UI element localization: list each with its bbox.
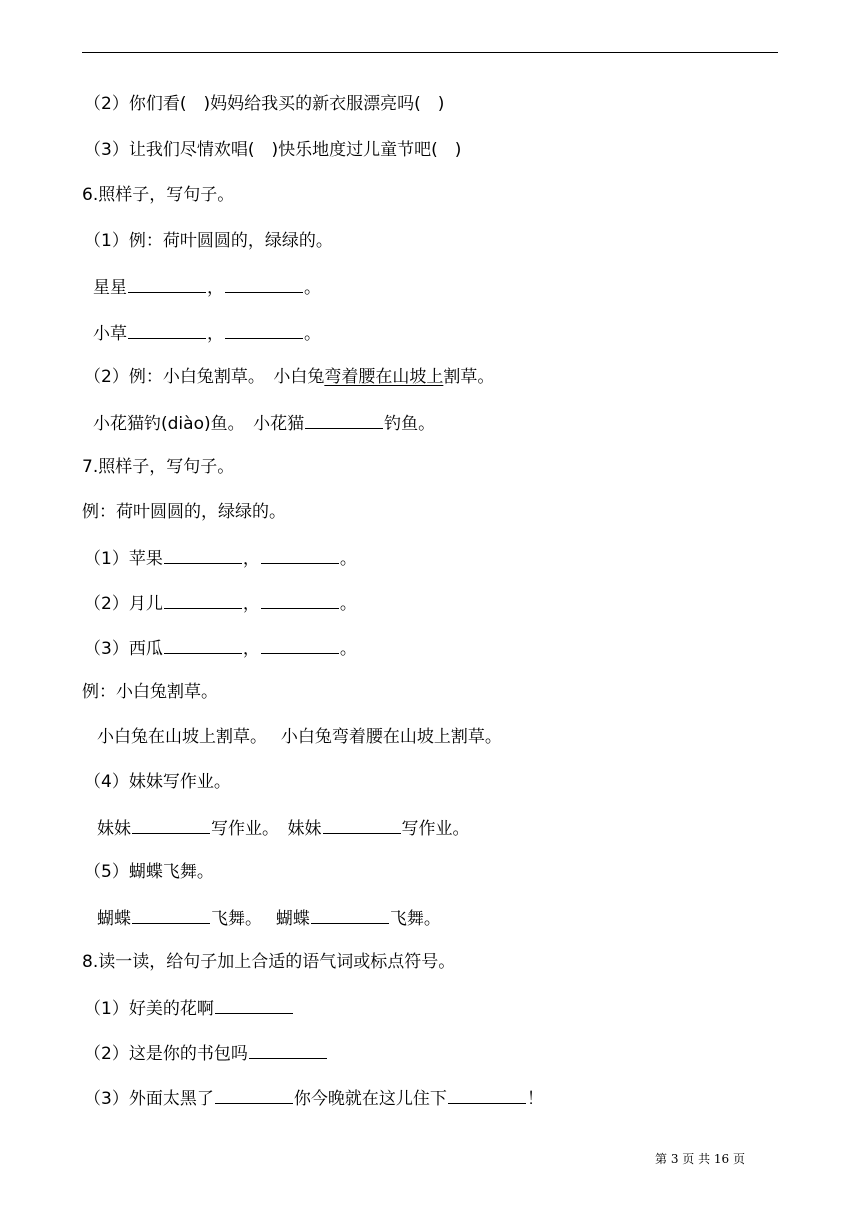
q7-item-4 — [84, 771, 231, 793]
q6-item-1-example — [84, 230, 333, 252]
q6-item-1-stars — [93, 275, 321, 299]
fill-blank[interactable] — [261, 591, 339, 609]
fill-blank[interactable] — [215, 996, 293, 1014]
q8-item-3 — [84, 1086, 544, 1110]
q5-item-2-text: （2）你们看( )妈妈给我买的新衣服漂亮吗( ) — [84, 94, 445, 114]
fill-blank[interactable] — [225, 275, 303, 293]
period: 。 — [304, 324, 321, 344]
q8-item-2-text: （2）这是你的书包吗 — [84, 1044, 248, 1064]
q7-example-1 — [82, 501, 286, 523]
sister-label: 妹妹 — [97, 819, 131, 839]
fill-blank[interactable] — [164, 591, 242, 609]
fill-blank[interactable] — [215, 1086, 293, 1104]
q7-heading-text: 7.照样子，写句子。 — [82, 457, 235, 477]
page-number: 第 3 页 共 16 页 — [655, 1152, 745, 1166]
fill-blank[interactable] — [164, 546, 242, 564]
cat-end: 钓鱼。 — [384, 414, 436, 434]
fill-blank[interactable] — [448, 1086, 526, 1104]
fill-blank[interactable] — [311, 906, 389, 924]
q6-item-1-grass — [93, 321, 321, 345]
cat-text: 小花猫钓(diào)鱼。 小花猫 — [93, 414, 305, 434]
q7-item-2 — [84, 591, 357, 615]
moon-label: （2）月儿 — [84, 594, 163, 614]
fill-blank[interactable] — [128, 321, 206, 339]
comma: ， — [207, 278, 224, 298]
q8-item-3-mid: 你今晚就在这儿住下 — [293, 1089, 447, 1109]
q8-item-3-text: （3）外面太黑了 — [84, 1089, 214, 1109]
butterfly-label: 蝴蝶 — [97, 909, 131, 929]
fill-blank[interactable] — [305, 411, 383, 429]
fill-blank[interactable] — [249, 1041, 327, 1059]
q7-item-4-blanks — [97, 816, 470, 840]
fill-blank[interactable] — [225, 321, 303, 339]
fill-blank[interactable] — [132, 906, 210, 924]
q7-example-2-text: 例：小白兔割草。 — [82, 682, 218, 702]
q5-item-3-text: （3）让我们尽情欢唱( )快乐地度过儿童节吧( ) — [84, 140, 462, 160]
example-text: （2）例：小白兔割草。 小白兔 — [84, 367, 325, 387]
q7-item-1 — [84, 546, 357, 570]
q6-item-1-example-text: （1）例：荷叶圆圆的，绿绿的。 — [84, 231, 333, 251]
q7-example-2-answers-text: 小白兔在山坡上割草。 小白兔弯着腰在山坡上割草。 — [97, 727, 502, 747]
q6-item-2-example — [84, 366, 494, 388]
example-end: 割草。 — [443, 367, 495, 387]
q7-item-5-text: （5）蝴蝶飞舞。 — [84, 862, 214, 882]
comma: ， — [242, 639, 260, 659]
sister-end: 写作业。 — [401, 819, 470, 839]
q5-item-2 — [84, 93, 444, 115]
fill-blank[interactable] — [261, 546, 339, 564]
q6-item-2-cat — [93, 411, 435, 435]
apple-label: （1）苹果 — [84, 549, 163, 569]
q7-item-4-text: （4）妹妹写作业。 — [84, 772, 231, 792]
q7-heading — [82, 456, 234, 478]
header-rule — [82, 52, 778, 53]
q7-item-3 — [84, 636, 357, 660]
q8-heading-text: 8.读一读，给句子加上合适的语气词或标点符号。 — [82, 952, 456, 972]
q8-item-1-text: （1）好美的花啊 — [84, 999, 214, 1019]
comma: ， — [207, 324, 224, 344]
period: 。 — [339, 549, 357, 569]
q7-example-2-answers — [97, 726, 502, 748]
q7-item-5 — [84, 861, 214, 883]
watermelon-label: （3）西瓜 — [84, 639, 163, 659]
q6-heading — [82, 184, 234, 206]
period: 。 — [304, 278, 321, 298]
butterfly-end: 飞舞。 — [389, 909, 441, 929]
q8-item-2 — [84, 1041, 328, 1065]
stars-label: 星星 — [93, 278, 127, 298]
q7-example-1-text: 例：荷叶圆圆的，绿绿的。 — [82, 502, 286, 522]
fill-blank[interactable] — [132, 816, 210, 834]
fill-blank[interactable] — [128, 275, 206, 293]
underlined-phrase: 弯着腰在山坡上 — [324, 367, 444, 387]
period: 。 — [339, 594, 357, 614]
q5-item-3 — [84, 139, 461, 161]
grass-label: 小草 — [93, 324, 127, 344]
q8-heading — [82, 951, 455, 973]
fill-blank[interactable] — [164, 636, 242, 654]
q6-heading-text: 6.照样子，写句子。 — [82, 185, 235, 205]
fill-blank[interactable] — [323, 816, 401, 834]
butterfly-mid: 飞舞。 蝴蝶 — [211, 909, 310, 929]
sister-mid: 写作业。 妹妹 — [211, 819, 322, 839]
q7-example-2 — [82, 681, 218, 703]
fill-blank[interactable] — [261, 636, 339, 654]
q8-item-1 — [84, 996, 294, 1020]
period: 。 — [339, 639, 357, 659]
comma: ， — [242, 549, 260, 569]
exclamation: ！ — [526, 1089, 544, 1109]
comma: ， — [242, 594, 260, 614]
q7-item-5-blanks — [97, 906, 441, 930]
